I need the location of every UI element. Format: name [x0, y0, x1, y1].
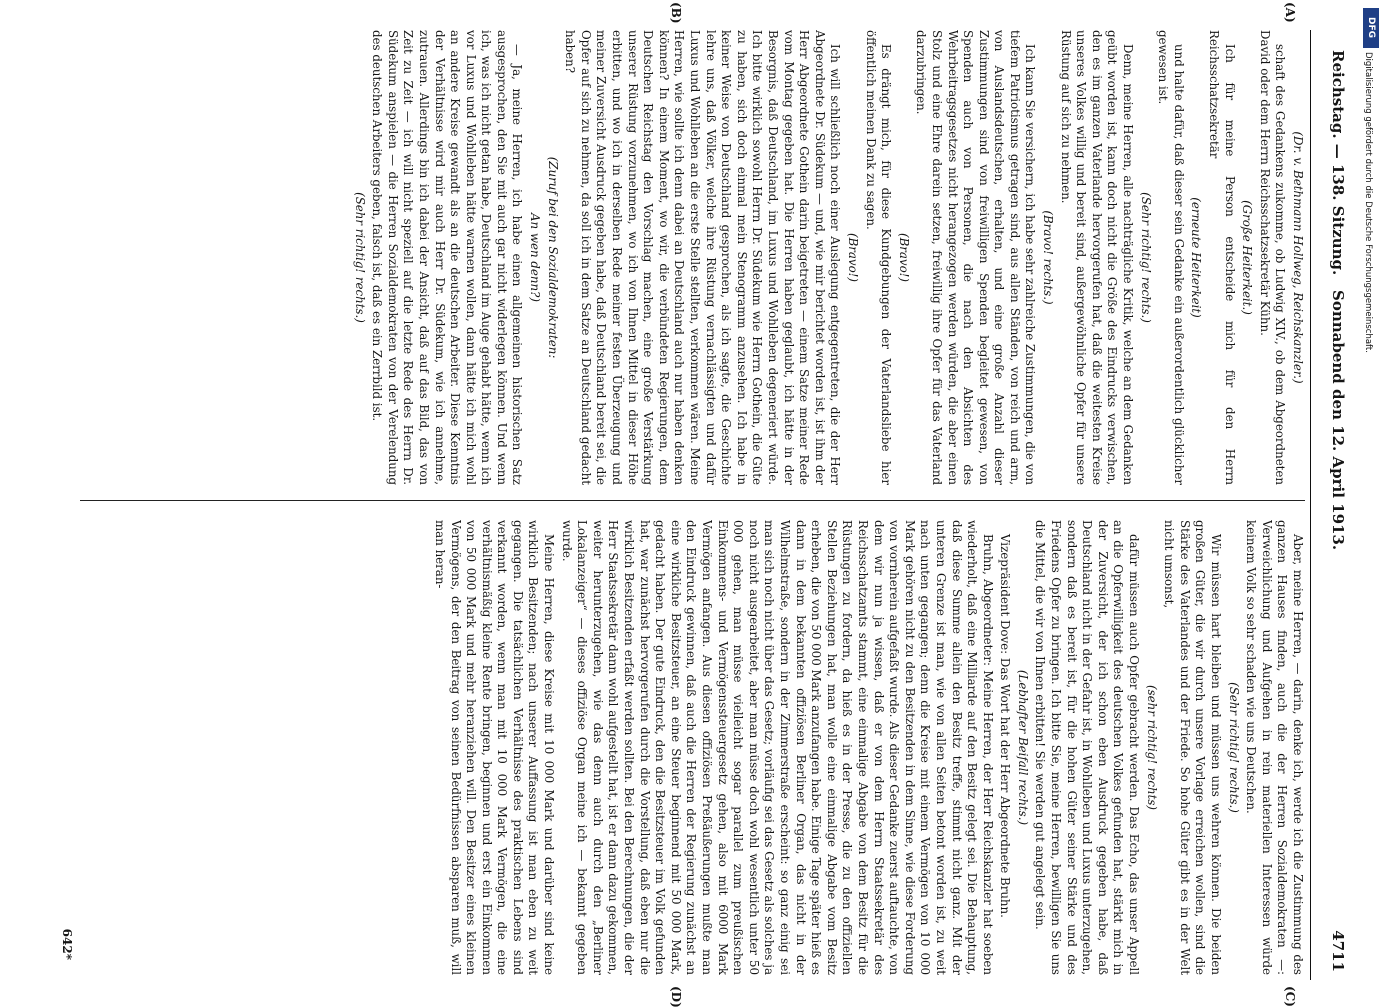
- paragraph: (Dr. v. Bethmann Hollweg, Reichskanzler.): [1291, 131, 1305, 384]
- paragraph: Meine Herren, diese Kreise mit 10 000 Mark und darüber sind keine wirklich Besitzenden; nach unserer Auffassung ist man eben zu weit gegangen. Die tatsächlichen Verhältnisse des praktischen Lebens sind verkannt worden, wenn man mit 10 000 Mark Vermögen, die eine verhältnismäßig kleine Rente bringen, beginnen und erst ein Einkommen von 50 000 Mark und mehr heranziehen will. Den Besitzer eines kleinen Vermögens, der den Beitrag von seinen Bedürfnissen absparen muß, will man heran-: [432, 520, 557, 975]
- paragraph: An wen denn?): [528, 213, 543, 302]
- right-column: [80, 520, 1305, 975]
- paragraph: und halte dafür, daß dieser sein Gedanke ein außerordentlich glücklicher gewesen ist.: [1156, 30, 1186, 485]
- paragraph: Es drängt mich, für diese Kundgebungen der Vaterlandsliebe hier öffentlich meinen Dank zu sagen.: [863, 30, 894, 485]
- paragraph: (Sehr richtig! rechts.): [352, 192, 367, 323]
- page-number: 4711: [1329, 930, 1347, 972]
- paragraph: (Bravo! rechts.): [1041, 210, 1056, 305]
- paragraph: Aber, meine Herren, — darin, denke ich, werde ich die Zustimmung des ganzen Hauses finden, auch die der Herren Sozialdemokraten —: Verweichlichung und Aufgehen in rein materiellen Interessen würde keinem Volk so sehr schaden wie uns Deutschen.: [1244, 520, 1305, 975]
- paragraph: — Ja, meine Herren, ich habe einen allgemeinen historischen Satz ausgesprochen, den Sie mit auch gar nicht widerlegen können. Und wenn ich, was ich nicht getan habe, Deutschland im Auge gehabt hätte, wenn ich vor Luxus und Wohlleben hätte warnen wollen, dann hätte ich mich wohl an andere Kreise gewandt als an die deutschen Arbeiter. Diese Kenntnis der Verhältnisse wird mir auch Herr Dr. Südekum, wie ich annehme, zutrauen. Allerdings bin ich dabei der Ansicht, daß auf das Bild, das von Zeit zu Zeit — ich will nicht speziell auf die letzte Rede des Herrn Dr. Südekum anspielen — die Herren Sozialdemokraten von der Verelendung des deutschen Arbeiters geben, falsch ist, daß es ein Zerrbild ist.: [370, 30, 525, 485]
- side-strip: [1360, 0, 1383, 1000]
- margin-marker-a: (A): [1283, 2, 1297, 23]
- left-column: [80, 30, 1305, 485]
- paragraph: (Sehr richtig! rechts.): [1138, 192, 1153, 323]
- margin-marker-d: (D): [669, 986, 683, 1008]
- paragraph: (Bravo!): [845, 232, 860, 283]
- paragraph: schaft des Gedankens zukomme, ob Ludwig XIV., ob dem Abgeordneten David oder dem Herrn Reichsschatzsekretär Kühn.: [1257, 30, 1288, 485]
- paragraph: (sehr richtig! rechts): [1144, 684, 1159, 811]
- paragraph: dafür müssen auch Opfer gebracht werden. Das Echo, das unser Appell an die Opferwilligkeit des deutschen Volkes gefunden hat, stärkt mich in der Zuversicht, der ich schon eben Ausdruck gegeben habe, daß Deutschland nicht in der Gefahr ist, in Wohlleben und Luxus unterzugehen, sondern daß es bereit ist, für die hohen Güter seiner Stärke und des Friedens Opfer zu bringen. Ich bitte Sie, meine Herren, bewilligen Sie uns die Mittel, die wir von Ihnen erbitten! Sie werden gut angelegt sein.: [1033, 520, 1142, 975]
- dfg-logo: DFG: [1363, 8, 1379, 48]
- paragraph: Vizepräsident Dove: Das Wort hat der Herr Abgeordnete Bruhn.: [998, 534, 1013, 918]
- paragraph: Bruhn, Abgeordneter: Meine Herren, der Herr Reichskanzler hat soeben wiederholt, daß eine Milliarde auf den Besitz gelegt sei. Die Behauptung, daß diese Summe allein den Besitz treffe, stimmt nicht ganz. Mit der unteren Grenze ist man, wie von allen Seiten betont worden ist, zu weit nach unten gegangen; denn die Kreise mit einem Vermögen von 10 000 Mark gehören nicht zu den Besitzenden in dem Sinne, wie diese Forderung von vornherein aufgefaßt wurde. Als dieser Gedanke zuerst auftauchte, von dem wir nun ja wissen, daß er von dem Herrn Staatssekretär des Reichsschatzamts stammt, eine einmalige Abgabe von dem Besitz für die Rüstungen zu fordern, da hieß es in der Presse, die zu den offiziellen Stellen Beziehungen hat, man wolle eine einmalige Abgabe vom Besitz erheben, die von 50 000 Mark anzufangen habe. Einige Tage später hieß es dann in dem bekannten offiziösen Berliner Organ, das nicht in der Wilhelmstraße, sondern in der Zimmerstraße erscheint: so ganz einig sei man sich noch nicht über das Gesetz; vorläufig sei das Gesetz als solches ja noch nicht ausgearbeitet, aber man müsse doch wohl wesentlich unter 50 000 gehen, man müsse vielleicht sogar parallel zum preußischen Einkommens- und Vermögenssteuergesetz gehen, also mit 6000 Mark Vermögen anfangen. Aus diesen offiziösen Preßäußerungen mußte man den Eindruck gewinnen, daß auch die Herren der Regierung zunächst an eine wirkliche Besitzsteuer, an eine Steuer beginnend mit 50 000 Mark, gedacht haben. Der gute Eindruck, den die Besitzsteuer im Volk gefunden hat, war zunächst hervorgerufen durch die Vorstellung, daß eben nur die wirklich Besitzenden erfaßt werden sollten. Bei den Berechnungen, die der Herr Staatssekretär dann wohl aufgestellt hat, ist er dann dazu gekommen, weiter herunterzugehen, wie das denn auch durch den „Berliner Lokalanzeiger“ — dieses offiziöse Organ meine ich — bekannt gegeben wurde.: [559, 520, 995, 975]
- paragraph: (erneute Heiterkeit): [1189, 197, 1204, 318]
- paragraph: Denn, meine Herren, alle nachträgliche Kritik, welche an dem Gedanken geübt worden ist, kann doch nicht die Größe des Eindrucks verwischen, den es im ganzen Vaterlande hervorgerufen hat, daß die weitesten Kreise unseres Volkes willig und bereit sind, außergewöhnliche Opfer für unsere Rüstung auf sich zu nehmen.: [1058, 30, 1136, 485]
- paragraph: (Lebhafter Beifall rechts.): [1015, 669, 1030, 826]
- margin-marker-c: (C): [1283, 986, 1297, 1007]
- dfg-credit: Digitalisierung gefördert durch die Deutsche Forschungsgemeinschaft.: [1363, 52, 1373, 353]
- header-date: Sonnabend den 12. April 1913.: [1329, 290, 1347, 551]
- paragraph: (Zuruf bei den Sozialdemokraten:: [545, 156, 560, 359]
- header-session: Reichstag. — 138. Sitzung.: [1329, 50, 1347, 276]
- paragraph: Wir müssen hart bleiben und müssen uns wehren können. Die beiden großen Güter, die wir durch unsere Vorlage erreichen wollen, sind die Stärke des Vaterlandes und der Friede. So hohe Güter gibt es in der Welt nicht umsonst,: [1162, 520, 1224, 975]
- paragraph: Ich kann Sie versichern, ich habe sehr zahlreiche Zustimmungen, die von tiefem Patriotismus getragen sind, aus allen Ständen, von reich und arm, von Auslandsdeutschen, erhalten, und eine große Anzahl dieser Zustimmungen sind von freiwilligen Spenden begleitet gewesen, von Spenden auch von Personen, die nach den Absichten des Wehrbeitragsgesetzes nicht herangezogen werden würden, die aber einen Stolz und eine Ehre darein setzen, freiwillig ihre Opfer für das Vaterland darzubringen.: [914, 30, 1038, 485]
- paragraph: Ich für meine Person entscheide mich für den Herrn Reichsschatzsekretär: [1207, 30, 1237, 485]
- paragraph: Ich will schließlich noch einer Auslegung entgegentreten, die der Herr Abgeordnete Dr. Südekum — und, wie mir berichtet worden ist, ist ihm der Herr Abgeordnete Gothein darin beigetreten — einem Satze meiner Rede vom Montag gegeben hat. Die Herren haben geglaubt, ich hätte in der Besorgnis, daß Deutschland, im Luxus und Wohlleben degeneriert würde. Ich bitte wirklich sowohl Herrn Dr. Südekum wie Herrn Gothein, die Güte zu haben, sich doch einmal mein Stenogramm anzusehen. Ich habe in keiner Weise von Deutschland gesprochen, als ich sagte, die Geschichte lehre uns, daß Völker, welche ihre Rüstung vernachlässigten und dafür Luxus und Wohlleben an die erste Stelle stellten, verkommen wären. Meine Herren, wie sollte ich denn dabei an Deutschland auch nur haben denken können? In einem Moment, wo wir, die verbündeten Regierungen, dem Deutschen Reichstag den Vorschlag machen, eine große Verstärkung unserer Rüstung vorzunehmen, wo ich von Ihnen Mittel in dieser Höhe erbitten, und wo ich in derselben Rede meiner festen Überzeugung und meiner Zuversicht Ausdruck gegeben habe, daß Deutschland bereit sei, die Opfer auf sich zu nehmen, da soll ich in dem Satze an Deutschland gedacht haben?: [563, 30, 843, 485]
- paragraph: (Bravo!): [896, 232, 911, 283]
- column-divider: [80, 500, 1305, 501]
- page-header: [1310, 30, 1355, 980]
- paragraph: (Sehr richtig! rechts.): [1226, 682, 1241, 813]
- margin-marker-b: (B): [669, 2, 683, 24]
- signature-mark: 642*: [60, 928, 74, 960]
- paragraph: (Große Heiterkeit.): [1240, 200, 1255, 315]
